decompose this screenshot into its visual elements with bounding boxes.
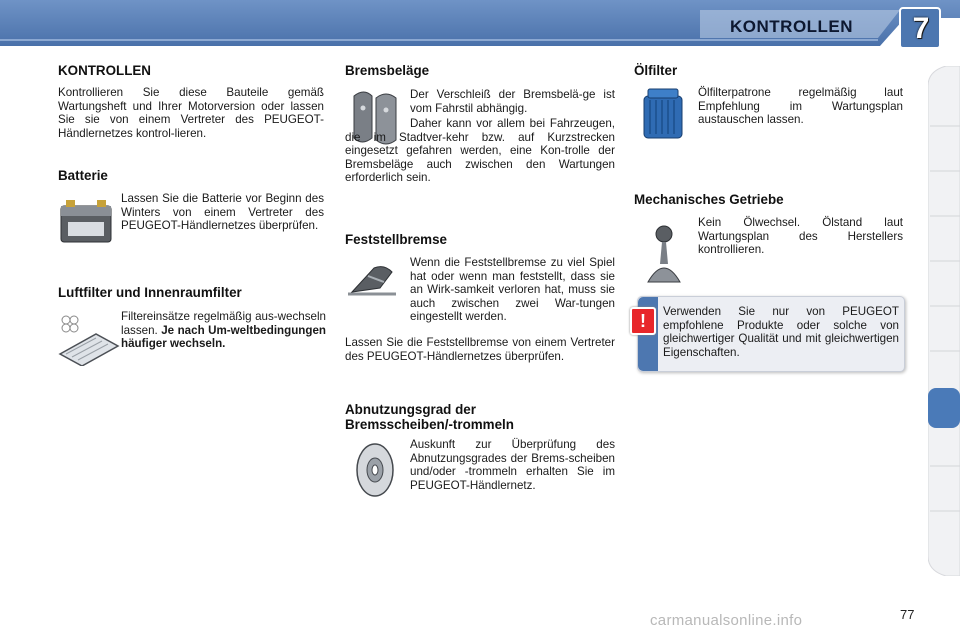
filter-text-normal: Filtereinsätze regelmäßig aus-wechseln lassen. [121, 310, 326, 337]
brakes-text-2 [345, 117, 615, 185]
filter-text-bold: Je nach Um-weltbedingungen häufiger wechseln. [121, 323, 326, 351]
notice-box [637, 296, 905, 372]
oilfilter-text: Ölfilterpatrone regelmäßig laut Empfehlung im Wartungsplan austauschen lassen. [698, 86, 903, 127]
handbrake-icon [344, 258, 402, 302]
chapter-number: 7 [912, 12, 930, 45]
parking-text-2: Lassen Sie die Feststellbremse von einem Vertreter des PEUGEOT-Händlernetzes überprüfen. [345, 336, 615, 363]
gear-lever-icon [644, 224, 684, 286]
chapter-tabs [928, 66, 960, 576]
chapter-title: KONTROLLEN [730, 17, 854, 36]
filter-text [121, 310, 326, 351]
section-heading-feststellbremse: Feststellbremse [345, 232, 447, 247]
brakes-text-2-content: Daher kann vor allem bei Fahrzeugen, die im Stadtver-kehr bzw. auf Kurzstrecken eingesetzt gefahren werden, eine Kon-trolle der Bremsbeläge auch zwischen den Wartungen erforderlich sein. [345, 117, 615, 185]
watermark: carmanualsonline.info [650, 612, 803, 629]
brakes-text-1: Der Verschleiß der Bremsbelä-ge ist vom Fahrstil abhängig. [410, 88, 615, 115]
page-header [0, 0, 960, 48]
section-heading-batterie: Batterie [58, 168, 108, 183]
section-heading-kontrollen: KONTROLLEN [58, 63, 151, 78]
gearbox-text: Kein Ölwechsel. Ölstand laut Wartungsplan des Herstellers kontrollieren. [698, 216, 903, 257]
brake-disc-icon [350, 440, 400, 500]
cabin-filter-icon [56, 314, 120, 366]
page-number: 77 [900, 607, 915, 622]
section-heading-getriebe: Mechanisches Getriebe [634, 192, 784, 207]
battery-icon [58, 196, 114, 246]
section-heading-luftfilter: Luftfilter und Innenraumfilter [58, 285, 242, 300]
parking-text-1: Wenn die Feststellbremse zu viel Spiel hat oder wenn man feststellt, dass sie an Wirk-samkeit verloren hat, muss sie auch zwischen zwei War-tungen eingestellt werden. [410, 256, 615, 324]
battery-text: Lassen Sie die Batterie vor Beginn des Winters von einem Vertreter des PEUGEOT-Händlernetzes überprüfen. [121, 192, 324, 233]
notice-text: Verwenden Sie nur von PEUGEOT empfohlene Produkte oder solche von gleichwertiger Qualität und mit gleichwertigen Eigenschaften. [663, 305, 899, 359]
intro-text: Kontrollieren Sie diese Bauteile gemäß Wartungsheft und Ihrer Motorversion oder lassen Sie sie von einem Vertreter des PEUGEOT-Händlernetzes kontrol-lieren. [58, 86, 324, 140]
warning-icon: ! [630, 307, 656, 335]
section-heading-bremsbelaege: Bremsbeläge [345, 63, 430, 78]
section-heading-abnutzungsgrad: Abnutzungsgrad der Bremsscheiben/-trommeln [345, 402, 514, 432]
discs-text: Auskunft zur Überprüfung des Abnutzungsgrades der Brems-scheiben und/oder -trommeln erhalten Sie im PEUGEOT-Händlernetz. [410, 438, 615, 492]
oil-filter-icon [640, 86, 686, 142]
section-heading-oelfilter: Ölfilter [634, 63, 678, 78]
